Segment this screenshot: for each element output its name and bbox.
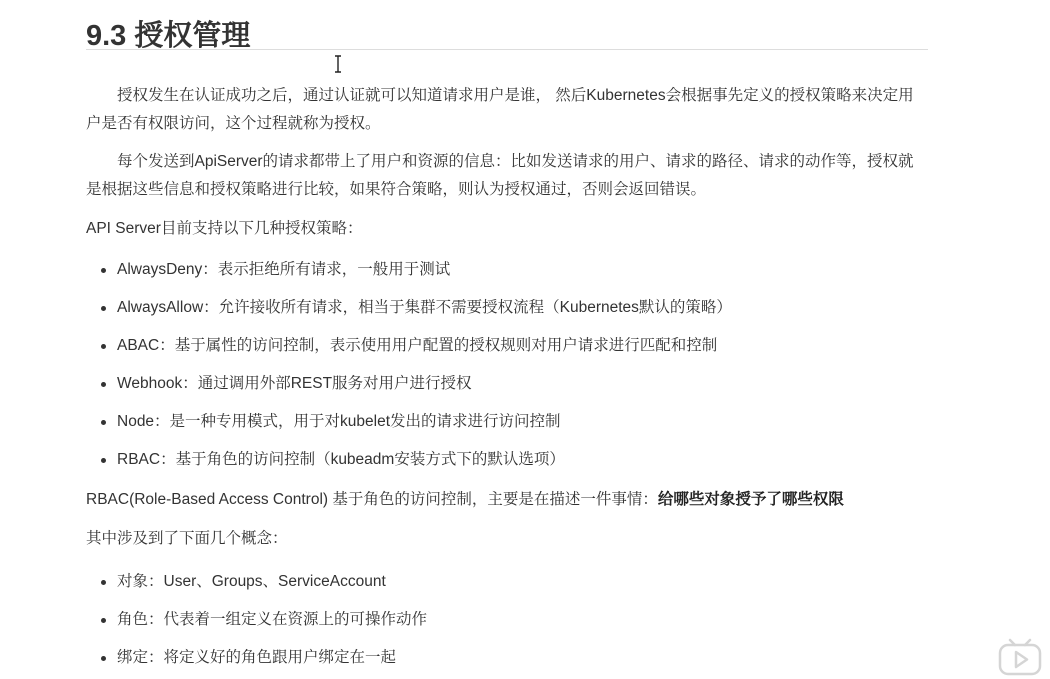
strategy-item-abac: ABAC：基于属性的访问控制，表示使用用户配置的授权规则对用户请求进行匹配和控制 bbox=[86, 332, 928, 370]
request-info-paragraph: 每个发送到ApiServer的请求都带上了用户和资源的信息：比如发送请求的用户、请求的路径、请求的动作等，授权就是根据这些信息和授权策略进行比较，如果符合策略，则认为授权通过，否则会返回错误。 bbox=[86, 153, 914, 198]
strategy-item-webhook: Webhook：通过调用外部REST服务对用户进行授权 bbox=[86, 370, 928, 408]
play-button-icon[interactable] bbox=[998, 638, 1042, 676]
rbac-description-text: RBAC(Role-Based Access Control) 基于角色的访问控制，主要是在描述一件事情： bbox=[86, 491, 658, 508]
rbac-description-emphasis: 给哪些对象授予了哪些权限 bbox=[657, 491, 844, 508]
concept-item-subject: 对象：User、Groups、ServiceAccount bbox=[86, 568, 928, 606]
intro-paragraph: 授权发生在认证成功之后，通过认证就可以知道请求用户是谁， 然后Kubernetes会根据事先定义的授权策略来决定用户是否有权限访问，这个过程就称为授权。 bbox=[86, 87, 914, 132]
concepts-intro: 其中涉及到了下面几个概念： bbox=[86, 530, 288, 547]
strategy-item-alwaysallow: AlwaysAllow：允许接收所有请求，相当于集群不需要授权流程（Kubernetes默认的策略） bbox=[86, 294, 928, 332]
strategy-list bbox=[86, 256, 928, 484]
concept-item-role: 角色：代表着一组定义在资源上的可操作动作 bbox=[86, 606, 928, 644]
strategy-item-node: Node：是一种专用模式，用于对kubelet发出的请求进行访问控制 bbox=[86, 408, 928, 446]
concept-list bbox=[86, 568, 928, 679]
strategy-item-rbac: RBAC：基于角色的访问控制（kubeadm安装方式下的默认选项） bbox=[86, 446, 928, 484]
document bbox=[86, 0, 928, 666]
strategy-item-alwaysdeny: AlwaysDeny：表示拒绝所有请求，一般用于测试 bbox=[86, 256, 928, 294]
rbac-description bbox=[86, 486, 844, 514]
strategies-intro: API Server目前支持以下几种授权策略： bbox=[86, 220, 363, 237]
text-cursor-icon bbox=[333, 55, 343, 73]
section-heading: 9.3 授权管理 bbox=[86, 0, 928, 50]
concept-item-binding: 绑定：将定义好的角色跟用户绑定在一起 bbox=[86, 644, 928, 679]
